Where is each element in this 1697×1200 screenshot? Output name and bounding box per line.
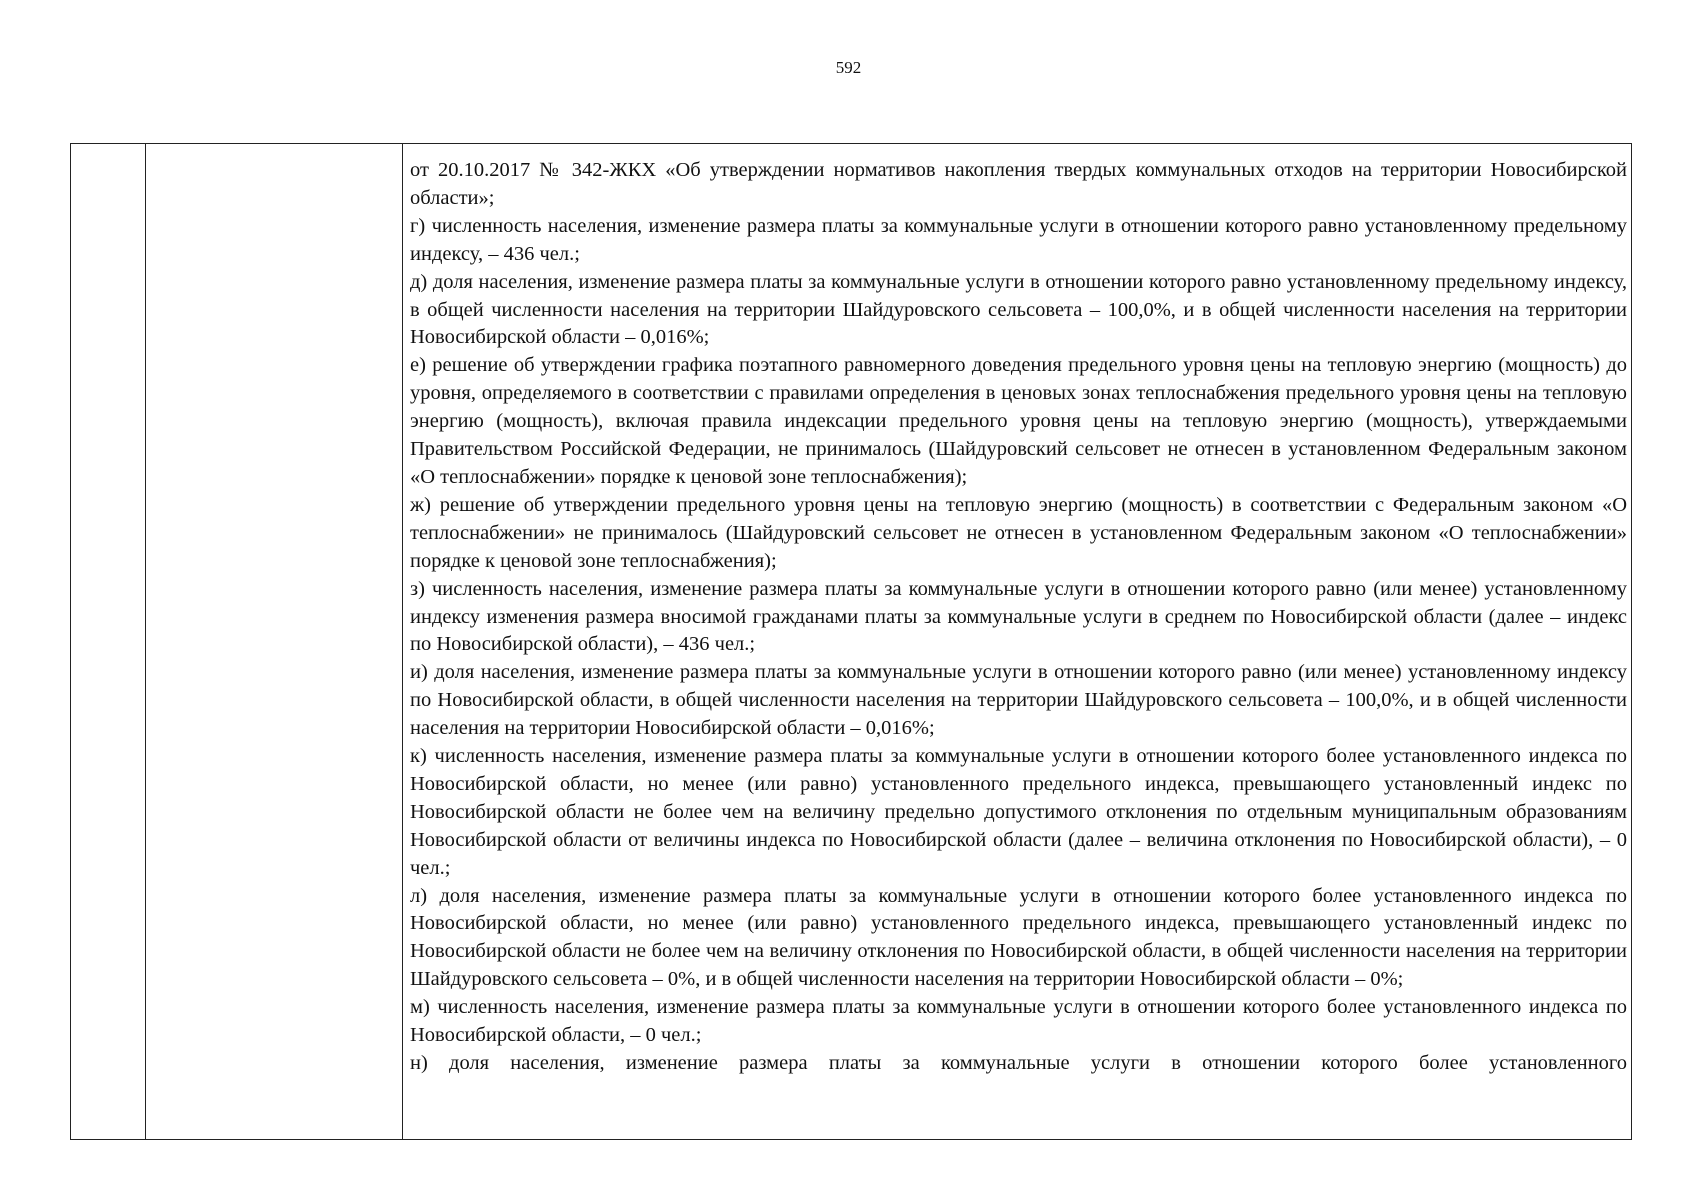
- paragraph-item-i: и) доля населения, изменение размера платы за коммунальные услуги в отношении которого равно (или менее) установленному индексу по Новосибирской области, в общей численности населения на территории Шайдуровского сельсовета – 100,0%, и в общей численности населения на территории Новосибирской области – 0,016%;: [410, 661, 1627, 740]
- paragraph-item-l: л) доля населения, изменение размера платы за коммунальные услуги в отношении которого более установленного индекса по Новосибирской области, но менее (или равно) установленного предельного индекса, превышающего установленный индекс по Новосибирской области не более чем на величину отклонения по Новосибирской области, в общей численности населения на территории Шайдуровского сельсовета – 0%, и в общей численности населения на территории Новосибирской области – 0%;: [410, 884, 1627, 991]
- paragraph-item-zh: ж) решение об утверждении предельного уровня цены на тепловую энергию (мощность) в соответствии с Федеральным законом «О теплоснабжении» не принималось (Шайдуровский сельсовет не отнесен в установленном Федеральным законом «О теплоснабжении» порядке к ценовой зоне теплоснабжения);: [410, 493, 1627, 572]
- column-divider-1: [145, 144, 146, 1139]
- table-cell-content: [410, 157, 1627, 1078]
- paragraph-item-g: г) численность населения, изменение размера платы за коммунальные услуги в отношении которого равно установленному предельному индексу, – 436 чел.;: [410, 214, 1627, 265]
- paragraph: от 20.10.2017 № 342-ЖКХ «Об утверждении нормативов накопления твердых коммунальных отходов на территории Новосибирской области»;: [410, 159, 1627, 209]
- paragraph-item-k: к) численность населения, изменение размера платы за коммунальные услуги в отношении которого более установленного индекса по Новосибирской области, но менее (или равно) установленного предельного индекса, превышающего установленный индекс по Новосибирской области не более чем на величину предельно допустимого отклонения по отдельным муниципальным образованиям Новосибирской области от величины индекса по Новосибирской области (далее – величина отклонения по Новосибирской области), – 0 чел.;: [410, 745, 1627, 879]
- column-divider-2: [402, 144, 403, 1139]
- paragraph-item-n: н) доля населения, изменение размера платы за коммунальные услуги в отношении которого более установленного: [410, 1052, 1627, 1074]
- paragraph-item-d: д) доля населения, изменение размера платы за коммунальные услуги в отношении которого равно установленному предельному индексу, в общей численности населения на территории Шайдуровского сельсовета – 100,0%, и в общей численности населения на территории Новосибирской области – 0,016%;: [410, 270, 1627, 349]
- paragraph-item-e: е) решение об утверждении графика поэтапного равномерного доведения предельного уровня цены на тепловую энергию (мощность) до уровня, определяемого в соответствии с правилами определения в ценовых зонах теплоснабжения предельного уровня цены на тепловую энергию (мощность), включая правила индексации предельного уровня цены на тепловую энергию (мощность), утверждаемыми Правительством Российской Федерации, не принималось (Шайдуровский сельсовет не отнесен в установленном Федеральным законом «О теплоснабжении» порядке к ценовой зоне теплоснабжения);: [410, 354, 1627, 488]
- page-number: 592: [835, 58, 862, 77]
- document-table: [70, 143, 1632, 1140]
- paragraph-item-m: м) численность населения, изменение размера платы за коммунальные услуги в отношении которого более установленного индекса по Новосибирской области, – 0 чел.;: [410, 996, 1627, 1047]
- paragraph-item-z: з) численность населения, изменение размера платы за коммунальные услуги в отношении которого равно (или менее) установленному индексу изменения размера вносимой гражданами платы за коммунальные услуги в среднем по Новосибирской области (далее – индекс по Новосибирской области), – 436 чел.;: [410, 577, 1627, 656]
